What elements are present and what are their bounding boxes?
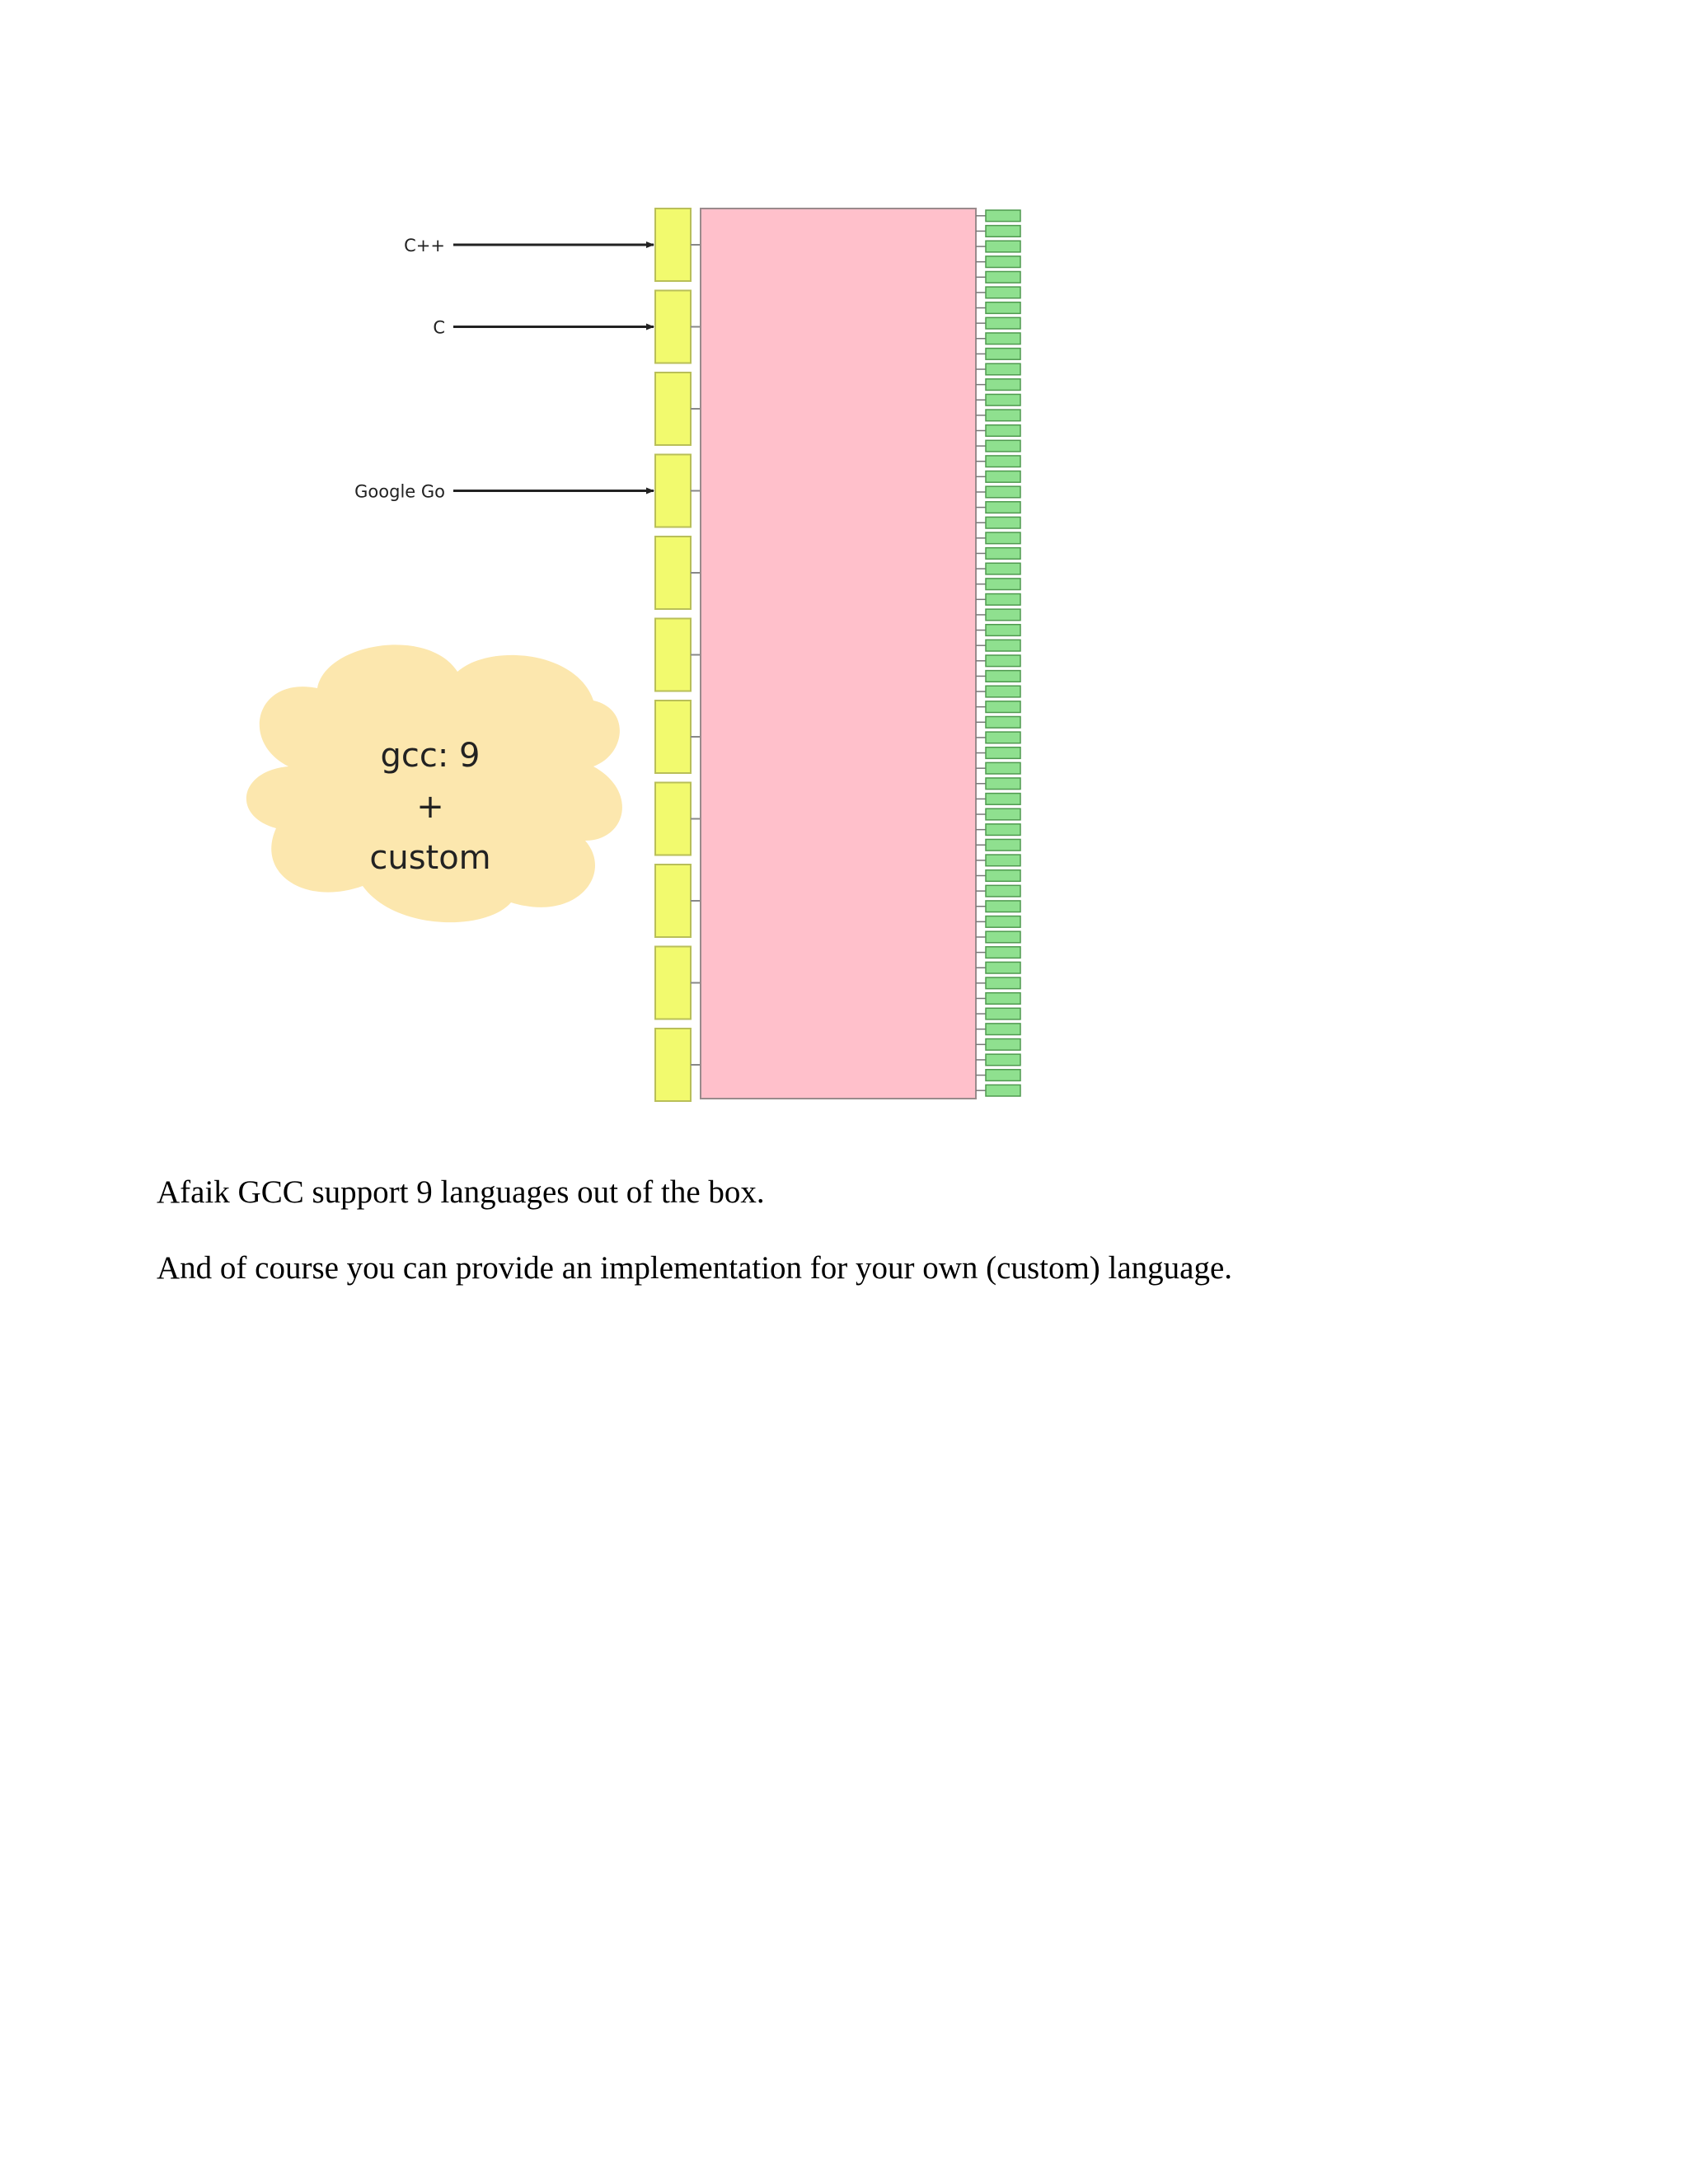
backend-slot [986, 425, 1020, 437]
frontend-slot [655, 455, 691, 527]
frontend-slot [655, 947, 691, 1019]
paragraph-custom-language: And of course you can provide an implementation for your own (custom) language. [157, 1250, 1233, 1286]
backend-slot [986, 1024, 1020, 1035]
backend-slot [986, 947, 1020, 958]
backend-slot [986, 1039, 1020, 1051]
backend-slot [986, 609, 1020, 621]
frontend-slot [655, 373, 691, 445]
backend-slot [986, 701, 1020, 713]
backend-slot [986, 502, 1020, 513]
frontend-slot [655, 291, 691, 363]
frontend-slot [655, 865, 691, 937]
backend-slot [986, 839, 1020, 851]
backend-slot [986, 748, 1020, 759]
backend-slot [986, 855, 1020, 866]
backend-slot [986, 456, 1020, 467]
cloud-line-1: gcc: 9 [380, 737, 481, 775]
backend-slot [986, 349, 1020, 360]
backend-slot [986, 394, 1020, 405]
backend-slot [986, 1054, 1020, 1066]
backend-slot [986, 716, 1020, 728]
backend-slot [986, 993, 1020, 1005]
backend-slot [986, 548, 1020, 560]
backend-slot [986, 579, 1020, 590]
backend-slot [986, 410, 1020, 421]
backend-slot [986, 471, 1020, 483]
backend-slot [986, 317, 1020, 329]
backend-slot [986, 302, 1020, 314]
backend-slot [986, 563, 1020, 574]
frontend-slot [655, 537, 691, 609]
backend-slot [986, 486, 1020, 498]
gcc-core-block [701, 209, 976, 1099]
cloud-line-2: + [416, 788, 444, 826]
backend-slot [986, 1070, 1020, 1081]
backend-slot [986, 226, 1020, 237]
backend-slot [986, 287, 1020, 298]
language-label: C [433, 317, 445, 338]
gcc-language-cloud [246, 644, 622, 922]
language-label: Google Go [354, 481, 445, 502]
backend-slot [986, 594, 1020, 606]
frontend-column [655, 209, 701, 1101]
language-label: C++ [404, 236, 445, 255]
backend-slot [986, 870, 1020, 882]
frontend-slot [655, 701, 691, 773]
backend-slot [986, 962, 1020, 973]
backend-slot [986, 655, 1020, 667]
cloud-shape [246, 644, 622, 922]
backend-slot [986, 440, 1020, 452]
frontend-slot [655, 783, 691, 855]
backend-slot [986, 671, 1020, 682]
backend-slot [986, 808, 1020, 820]
backend-slot [986, 762, 1020, 774]
backend-slot [986, 379, 1020, 391]
backend-slot [986, 794, 1020, 805]
backend-slot [986, 532, 1020, 544]
backend-slot [986, 271, 1020, 283]
backend-slot [986, 256, 1020, 268]
paragraph-languages: Afaik GCC support 9 languages out of the box. [157, 1174, 765, 1210]
backend-slot [986, 333, 1020, 344]
frontend-slot [655, 619, 691, 691]
frontend-slot [655, 1029, 691, 1101]
backend-column [976, 210, 1020, 1096]
backend-slot [986, 517, 1020, 528]
backend-slot [986, 625, 1020, 636]
backend-slot [986, 977, 1020, 989]
frontend-slot [655, 209, 691, 281]
backend-slot [986, 732, 1020, 743]
backend-slot [986, 901, 1020, 912]
cloud-line-3: custom [369, 839, 491, 877]
backend-slot [986, 1008, 1020, 1019]
backend-slot [986, 824, 1020, 836]
backend-slot [986, 931, 1020, 943]
backend-slot [986, 916, 1020, 928]
backend-slot [986, 363, 1020, 375]
backend-slot [986, 778, 1020, 790]
backend-slot [986, 210, 1020, 222]
backend-slot [986, 640, 1020, 651]
backend-slot [986, 241, 1020, 252]
language-inputs [354, 236, 654, 502]
backend-slot [986, 1085, 1020, 1096]
backend-slot [986, 885, 1020, 897]
backend-slot [986, 686, 1020, 697]
